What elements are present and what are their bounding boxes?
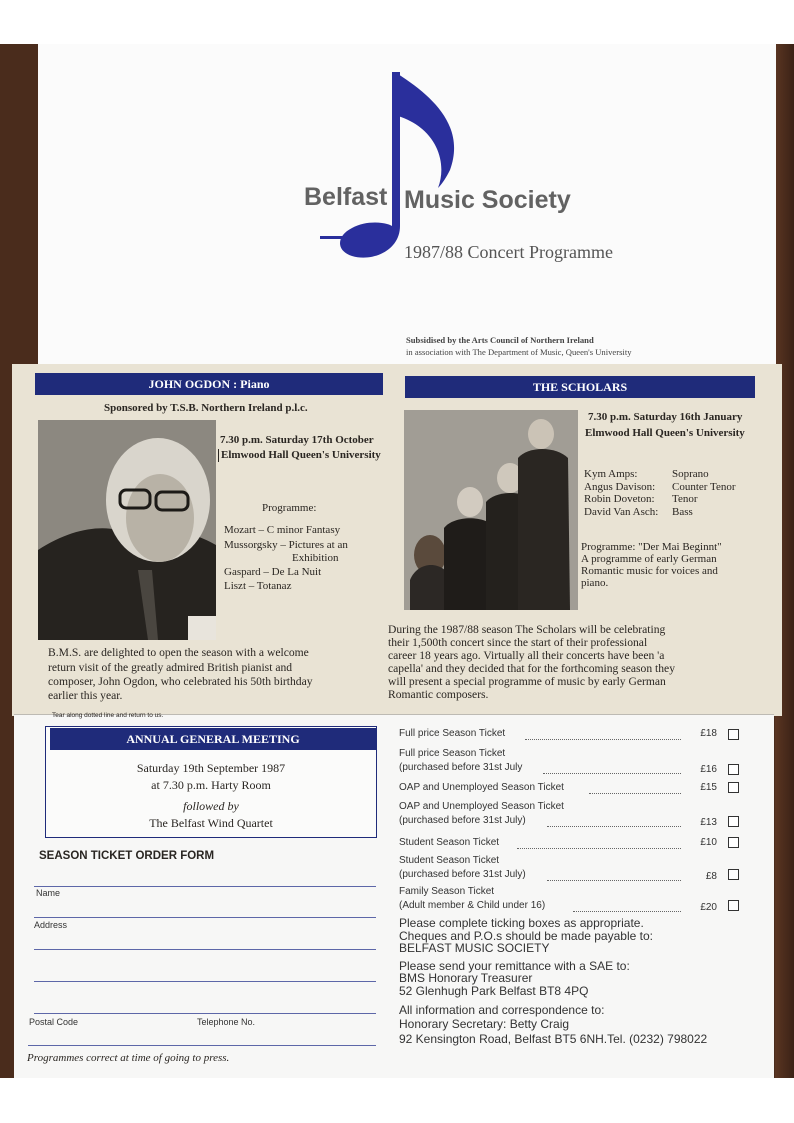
tear-note: Tear along dotted line and return to us.	[52, 712, 164, 719]
concert2-description-line: will present a special programme of music by early German	[388, 675, 666, 688]
ticket-checkbox[interactable]	[728, 837, 739, 848]
address-input-line[interactable]	[34, 1013, 376, 1014]
performer-voice: Soprano	[672, 468, 709, 480]
footnote: Programmes correct at time of going to press.	[27, 1052, 230, 1064]
ticket-condition: (purchased before 31st July)	[399, 869, 526, 880]
performer-name: Robin Doveton:	[584, 493, 655, 505]
subsidy-note	[406, 334, 632, 358]
name-input-line[interactable]	[34, 917, 376, 918]
concert2-programme-line: Programme: "Der Mai Beginnt"	[581, 541, 722, 553]
ticket-condition: (Adult member & Child under 16)	[399, 900, 546, 911]
performer-voice: Tenor	[672, 493, 698, 505]
ticket-checkbox[interactable]	[728, 729, 739, 740]
performer-name: Kym Amps:	[584, 468, 638, 480]
concert1-item: Liszt – Totanaz	[224, 580, 292, 592]
scholars-photo	[404, 410, 578, 610]
season-title: 1987/88 Concert Programme	[404, 242, 613, 262]
remittance-line: 52 Glenhugh Park Belfast BT8 4PQ	[399, 984, 589, 998]
ticket-row[interactable]	[399, 886, 739, 914]
leader-dots	[543, 773, 681, 774]
concert2-venue: Elmwood Hall Queen's University	[585, 427, 745, 439]
ticket-name: OAP and Unemployed Season Ticket	[399, 801, 564, 812]
remittance-line: Please send your remittance with a SAE to:	[399, 959, 630, 973]
concert2-description-line: capella' and they decided that for the forthcoming season they	[388, 662, 675, 675]
payment-line: Cheques and P.O.s should be made payable to:	[399, 929, 653, 943]
concert1-description-line: earlier this year.	[48, 689, 123, 702]
concert2-heading: THE SCHOLARS	[405, 376, 755, 398]
concert1-item: Exhibition	[292, 552, 339, 564]
performer-voice: Bass	[672, 506, 693, 518]
ticket-price: £15	[700, 782, 717, 793]
ticket-row[interactable]	[399, 855, 739, 883]
concert1-item: Mussorgsky – Pictures at an	[224, 539, 348, 551]
ticket-checkbox[interactable]	[728, 869, 739, 880]
concert2-description-line: Romantic composers.	[388, 688, 489, 701]
ticket-price: £18	[700, 728, 717, 739]
ticket-checkbox[interactable]	[728, 900, 739, 911]
remittance-line: BMS Honorary Treasurer	[399, 971, 533, 985]
quartet-portrait-icon	[404, 410, 578, 610]
telephone-label: Telephone No.	[197, 1017, 256, 1027]
concert1-programme-label: Programme:	[262, 502, 317, 514]
concert2-description-line: career 18 years ago. Virtually all their concerts have been 'a	[388, 649, 665, 662]
ticket-checkbox[interactable]	[728, 816, 739, 827]
concert1-venue: Elmwood Hall Queen's University	[218, 449, 381, 462]
concert1-description-line: composer, John Ogdon, who celebrated his 50th birthday	[48, 675, 313, 688]
correspondence-line: All information and correspondence to:	[399, 1003, 605, 1017]
concert2-programme-line: Romantic music for voices and	[581, 565, 718, 577]
concert1-heading: JOHN OGDON : Piano	[35, 373, 383, 395]
ticket-condition: (purchased before 31st July)	[399, 815, 526, 826]
order-form-title: SEASON TICKET ORDER FORM	[39, 850, 215, 862]
ticket-row[interactable]	[399, 748, 739, 776]
performer-name: Angus Davison:	[584, 481, 656, 493]
concert1-description-line: B.M.S. are delighted to open the season with a welcome	[48, 646, 309, 659]
agm-date: Saturday 19th September 1987	[136, 761, 286, 775]
correspondence-line: Honorary Secretary: Betty Craig	[399, 1017, 570, 1031]
payment-line: BELFAST MUSIC SOCIETY	[399, 941, 550, 955]
ticket-row[interactable]	[399, 782, 739, 798]
ticket-row[interactable]	[399, 801, 739, 829]
performer-voice: Counter Tenor	[672, 481, 736, 493]
ticket-checkbox[interactable]	[728, 764, 739, 775]
ticket-price: £13	[700, 817, 717, 828]
leader-dots	[517, 848, 681, 849]
subsidy-line2: in association with The Department of Music, Queen's University	[406, 347, 632, 357]
concert1-item: Gaspard – De La Nuit	[224, 566, 322, 578]
ticket-row[interactable]	[399, 837, 739, 853]
ticket-price: £16	[700, 764, 717, 775]
postcode-label: Postal Code	[29, 1017, 79, 1027]
payment-line: Please complete ticking boxes as appropriate.	[399, 916, 644, 930]
leader-dots	[525, 739, 681, 740]
music-note-logo-icon	[300, 66, 470, 266]
performer-name: David Van Asch:	[584, 506, 659, 518]
john-ogdon-photo	[38, 420, 216, 640]
leader-dots	[547, 826, 681, 827]
concert1-datetime: 7.30 p.m. Saturday 17th October	[220, 434, 374, 446]
agm-followed: followed by	[183, 799, 239, 813]
concert2-description-line: their 1,500th concert since the start of their professional	[388, 636, 648, 649]
ticket-name: Student Season Ticket	[399, 855, 500, 866]
concert2-programme-line: piano.	[581, 577, 609, 589]
concert1-item: Mozart – C minor Fantasy	[224, 524, 341, 536]
concert2-programme-line: A programme of early German	[581, 553, 717, 565]
ticket-name: Full price Season Ticket	[399, 728, 506, 739]
agm-performer: The Belfast Wind Quartet	[149, 816, 273, 830]
brand-left: Belfast	[304, 183, 388, 211]
ticket-name: Full price Season Ticket	[399, 748, 506, 759]
ticket-condition: (purchased before 31st July	[399, 762, 523, 773]
address-input-line[interactable]	[34, 949, 376, 950]
leader-dots	[573, 911, 681, 912]
concert1-sponsor: Sponsored by T.S.B. Northern Ireland p.l.c.	[104, 402, 308, 414]
ticket-name: Student Season Ticket	[399, 837, 500, 848]
concert1-description-line: return visit of the greatly admired British pianist and	[48, 661, 293, 674]
ticket-checkbox[interactable]	[728, 782, 739, 793]
ticket-price: £20	[700, 902, 717, 913]
ticket-name: OAP and Unemployed Season Ticket	[399, 782, 564, 793]
pianist-portrait-icon	[38, 420, 216, 640]
leader-dots	[547, 880, 681, 881]
postcode-phone-input-line[interactable]	[28, 1045, 376, 1046]
address-input-line[interactable]	[34, 981, 376, 982]
brand-right: Music Society	[404, 186, 571, 214]
correspondence-line: 92 Kensington Road, Belfast BT5 6NH.Tel. (0232) 798022	[399, 1032, 708, 1046]
address-label: Address	[34, 920, 68, 930]
name-line-top	[34, 886, 376, 887]
concert2-datetime: 7.30 p.m. Saturday 16th January	[588, 411, 743, 423]
ticket-price: £10	[700, 837, 717, 848]
ticket-row[interactable]	[399, 728, 739, 744]
leader-dots	[589, 793, 681, 794]
agm-heading: ANNUAL GENERAL MEETING	[50, 728, 376, 750]
concert2-description-line: During the 1987/88 season The Scholars will be celebrating	[388, 623, 666, 636]
subsidy-line1: Subsidised by the Arts Council of Northern Ireland	[406, 335, 594, 345]
ticket-price: £8	[705, 871, 717, 882]
ticket-name: Family Season Ticket	[399, 886, 495, 897]
name-label: Name	[36, 888, 61, 898]
agm-time-place: at 7.30 p.m. Harty Room	[151, 778, 271, 792]
